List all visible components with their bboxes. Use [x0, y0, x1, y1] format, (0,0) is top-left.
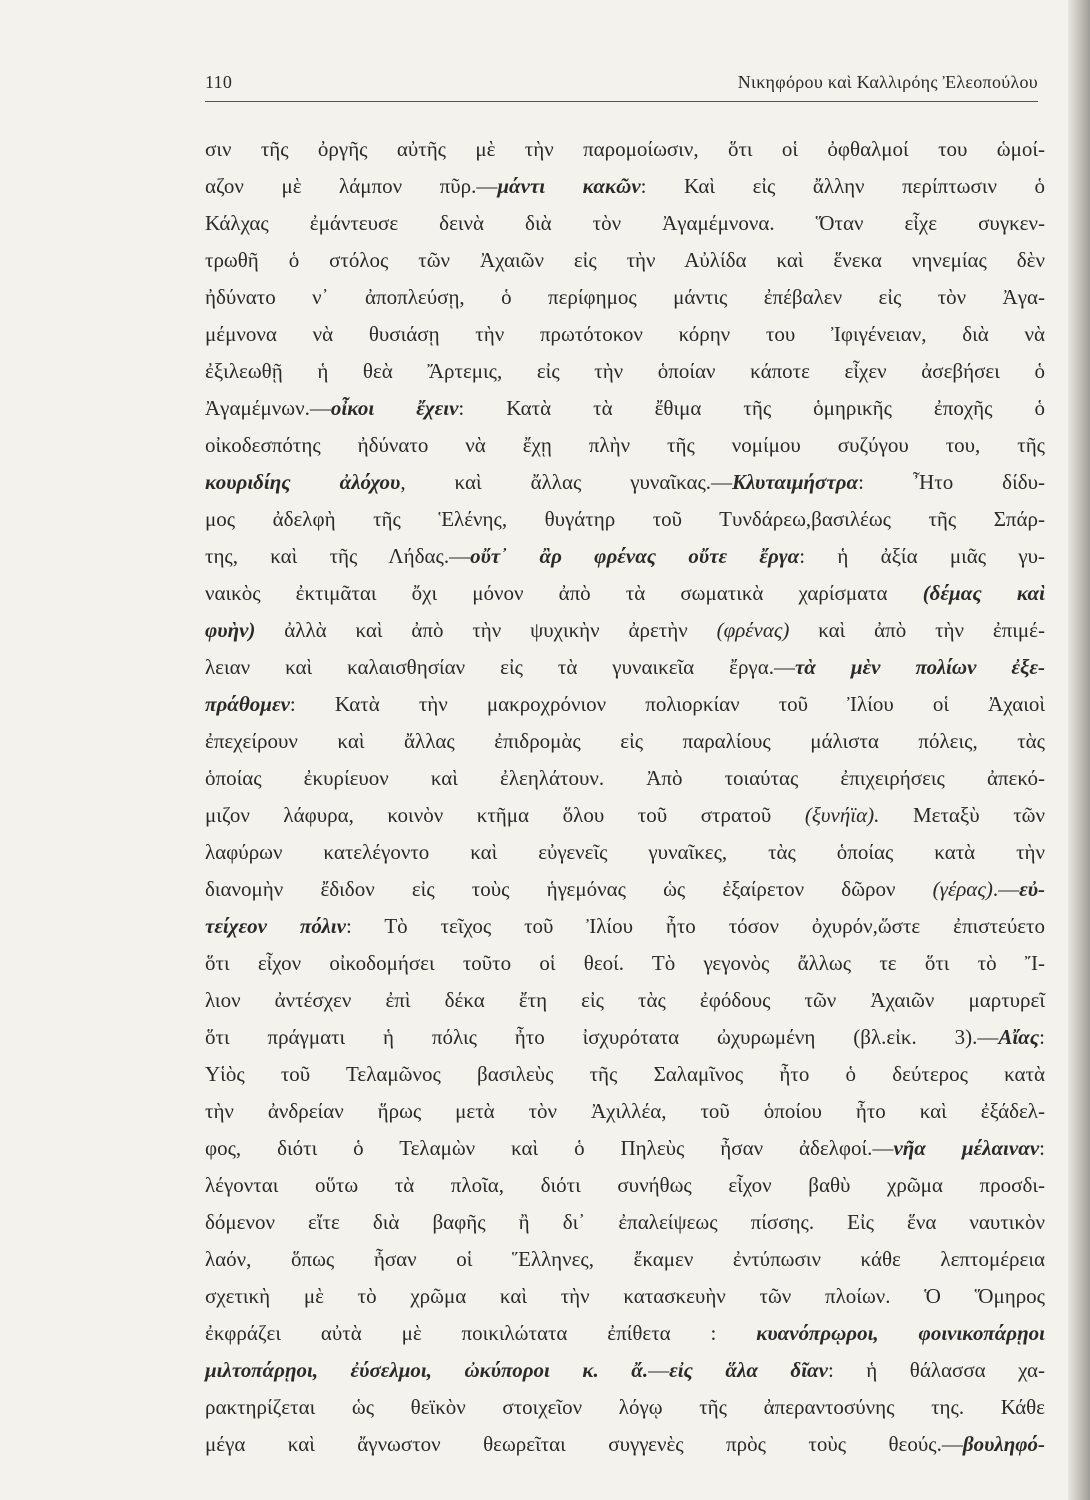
text-line: [205, 131, 1045, 168]
page-header: [205, 72, 1038, 102]
emphasized-term: μάντι κακῶν: [497, 174, 641, 198]
text-run: λειαν καὶ καλαισθησίαν εἰς τὰ γυναικεῖα ἔργα.—: [205, 655, 795, 679]
text-run: μος ἀδελφὴ τῆς Ἑλένης, θυγάτηρ τοῦ Τυνδάρεω,βασιλέως τῆς Σπάρ-: [205, 507, 1045, 531]
text-run: : ἡ θάλασσα χα-: [827, 1358, 1045, 1382]
text-line: [205, 1130, 1045, 1167]
emphasized-term: (δέμας καὶ: [922, 581, 1046, 605]
text-line: [205, 353, 1045, 390]
text-run: λαόν, ὅπως ἦσαν οἱ Ἕλληνες, ἔκαμεν ἐντύπωσιν κάθε λεπτομέρεια: [205, 1247, 1045, 1271]
header-rule: [205, 101, 1038, 102]
text-run: ἀλλὰ καὶ ἀπὸ τὴν ψυχικὴν ἀρετὴν: [255, 618, 717, 642]
text-run: ναικὸς ἐκτιμᾶται ὄχι μόνον ἀπὸ τὰ σωματικὰ χαρίσματα: [205, 581, 923, 605]
page-edge-shadow: [1068, 0, 1090, 1500]
text-run: ἠδύνατο ν᾽ ἀποπλεύσῃ, ὁ περίφημος μάντις ἐπέβαλεν εἰς τὸν Ἀγα-: [205, 285, 1045, 309]
emphasized-term: πράθομεν: [205, 692, 290, 716]
text-run: :: [1039, 1025, 1045, 1049]
text-line: [205, 279, 1045, 316]
text-run: τρωθῆ ὁ στόλος τῶν Ἀχαιῶν εἰς τὴν Αὐλίδα καὶ ἕνεκα νηνεμίας δὲν: [205, 248, 1045, 272]
emphasized-term: (φρένας): [716, 618, 790, 642]
text-run: ἐκφράζει αὐτὰ μὲ ποικιλώτατα ἐπίθετα :: [205, 1321, 757, 1345]
text-line: [205, 1315, 1045, 1352]
text-line: [205, 464, 1045, 501]
text-line: [205, 1278, 1045, 1315]
text-run: ὁποίας ἐκυρίευον καὶ ἐλεηλάτουν. Ἀπὸ τοιαύτας ἐπιχειρήσεις ἀπεκό-: [205, 766, 1045, 790]
emphasized-term: κουριδίης ἀλόχου: [205, 470, 401, 494]
text-run: δόμενον εἴτε διὰ βαφῆς ἢ δι᾽ ἐπαλείψεως πίσσης. Εἰς ἕνα ναυτικὸν: [205, 1210, 1045, 1234]
emphasized-term: νῆα μέλαιναν: [893, 1136, 1040, 1160]
text-run: ὅτι εἶχον οἰκοδομήσει τοῦτο οἱ θεοί. Τὸ γεγονὸς ἄλλως τε ὅτι τὸ Ἴ-: [205, 951, 1045, 975]
text-run: : Κατὰ τὰ ἔθιμα τῆς ὁμηρικῆς ἐποχῆς ὁ: [458, 396, 1045, 420]
text-run: : Καὶ εἰς ἄλλην περίπτωσιν ὁ: [640, 174, 1045, 198]
text-line: [205, 945, 1045, 982]
page-number: 110: [205, 72, 233, 92]
text-run: καὶ ἀπὸ τὴν ἐπιμέ-: [789, 618, 1045, 642]
text-run: ρακτηρίζεται ὡς θεϊκὸν στοιχεῖον λόγῳ τῆς ἀπεραντοσύνης της. Κάθε: [205, 1395, 1045, 1419]
text-line: [205, 834, 1045, 871]
text-run: : ἡ ἀξία μιᾶς γυ-: [799, 544, 1046, 568]
text-run: Υἱὸς τοῦ Τελαμῶνος βασιλεὺς τῆς Σαλαμῖνος ἦτο ὁ δεύτερος κατὰ: [205, 1062, 1045, 1086]
text-line: [205, 908, 1045, 945]
text-line: [205, 501, 1045, 538]
text-line: [205, 1389, 1045, 1426]
text-run: μέγα καὶ ἄγνωστον θεωρεῖται συγγενὲς πρὸς τοὺς θεούς.—: [205, 1432, 963, 1456]
text-line: [205, 1167, 1045, 1204]
text-line: [205, 1426, 1045, 1463]
text-run: μιζον λάφυρα, κοινὸν κτῆμα ὅλου τοῦ στρατοῦ: [205, 803, 805, 827]
text-run: , καὶ ἄλλας γυναῖκας.—: [400, 470, 733, 494]
text-line: [205, 205, 1045, 242]
text-run: λιον ἀντέσχεν ἐπὶ δέκα ἔτη εἰς τὰς ἐφόδους τῶν Ἀχαιῶν μαρτυρεῖ: [205, 988, 1045, 1012]
text-line: [205, 575, 1045, 612]
text-run: Μεταξὺ τῶν: [879, 803, 1045, 827]
text-run: Κάλχας ἐμάντευσε δεινὰ διὰ τὸν Ἀγαμέμνονα. Ὅταν εἶχε συγκεν-: [205, 211, 1045, 235]
emphasized-term: κυανόπρῳροι, φοινικοπάρῃοι: [756, 1321, 1045, 1345]
text-run: : Τὸ τεῖχος τοῦ Ἰλίου ἦτο τόσον ὀχυρόν,ὥστε ἐπιστεύετο: [345, 914, 1045, 938]
text-line: [205, 1241, 1045, 1278]
text-run: ἐξιλεωθῇ ἡ θεὰ Ἄρτεμις, εἰς τὴν ὁποίαν κάποτε εἶχεν ἀσεβήσει ὁ: [205, 359, 1045, 383]
body-text: [205, 131, 1045, 1463]
text-line: [205, 242, 1045, 279]
emphasized-term: τείχεον πόλιν: [205, 914, 346, 938]
text-run: της, καὶ τῆς Λήδας.—: [205, 544, 471, 568]
emphasized-term: βουληφό-: [962, 1432, 1045, 1456]
text-line: [205, 686, 1045, 723]
text-run: τὴν ἀνδρείαν ἥρως μετὰ τὸν Ἀχιλλέα, τοῦ ὁποίου ἦτο καὶ ἐξάδελ-: [205, 1099, 1045, 1123]
emphasized-term: Αἴας: [998, 1025, 1040, 1049]
emphasized-term: Κλυταιμήστρα: [732, 470, 859, 494]
text-line: [205, 1093, 1045, 1130]
text-line: [205, 649, 1045, 686]
text-line: [205, 723, 1045, 760]
text-line: [205, 427, 1045, 464]
text-line: [205, 538, 1045, 575]
text-run: —: [648, 1358, 670, 1382]
text-line: [205, 760, 1045, 797]
emphasized-term: (ξυνήϊα).: [804, 803, 880, 827]
text-run: αζον μὲ λάμπον πῦρ.—: [205, 174, 498, 198]
emphasized-term: φυὴν): [205, 618, 256, 642]
emphasized-term: οὔτ᾽ ἂρ φρένας οὔτε ἔργα: [470, 544, 800, 568]
text-run: : Ἦτο δίδυ-: [858, 470, 1045, 494]
text-run: ὅτι πράγματι ἡ πόλις ἦτο ἰσχυρότατα ὠχυρωμένη (βλ.εἰκ. 3).—: [205, 1025, 999, 1049]
emphasized-term: οἶκοι ἔχειν: [330, 396, 459, 420]
emphasized-term: (γέρας): [932, 877, 993, 901]
emphasized-term: εἰς ἅλα δῖαν: [669, 1358, 828, 1382]
text-line: [205, 1056, 1045, 1093]
running-head: Νικηφόρου καὶ Καλλιρόης Ἐλεοπούλου: [737, 72, 1038, 92]
text-run: Ἀγαμέμνων.—: [205, 396, 331, 420]
text-run: οἰκοδεσπότης ἠδύνατο νὰ ἔχῃ πλὴν τῆς νομίμου συζύγου του, τῆς: [205, 433, 1045, 457]
text-run: ἐπεχείρουν καὶ ἄλλας ἐπιδρομὰς εἰς παραλίους μάλιστα πόλεις, τὰς: [205, 729, 1045, 753]
text-line: [205, 1019, 1045, 1056]
text-line: [205, 1352, 1045, 1389]
text-run: διανομὴν ἔδιδον εἰς τοὺς ἡγεμόνας ὡς ἐξαίρετον δῶρον: [205, 877, 933, 901]
text-run: φος, διότι ὁ Τελαμὼν καὶ ὁ Πηλεὺς ἦσαν ἀδελφοί.—: [205, 1136, 894, 1160]
text-line: [205, 1204, 1045, 1241]
emphasized-term: μιλτοπάρῃοι, ἐύσελμοι, ὠκύποροι κ. ἄ.: [205, 1358, 649, 1382]
text-line: [205, 982, 1045, 1019]
text-run: λέγονται οὕτω τὰ πλοῖα, διότι συνήθως εἶχον βαθὺ χρῶμα προσδι-: [205, 1173, 1045, 1197]
text-line: [205, 390, 1045, 427]
emphasized-term: τὰ μὲν πολίων ἐξε-: [794, 655, 1046, 679]
text-run: σχετικὴ μὲ τὸ χρῶμα καὶ τὴν κατασκευὴν τῶν πλοίων. Ὁ Ὅμηρος: [205, 1284, 1045, 1308]
text-run: :: [1039, 1136, 1045, 1160]
text-line: [205, 871, 1045, 908]
text-run: σιν τῆς ὀργῆς αὐτῆς μὲ τὴν παρομοίωσιν, ὅτι οἱ ὀφθαλμοί του ὡμοί-: [205, 137, 1045, 161]
text-run: λαφύρων κατελέγοντο καὶ εὐγενεῖς γυναῖκες, τὰς ὁποίας κατὰ τὴν: [205, 840, 1045, 864]
text-line: [205, 168, 1045, 205]
text-run: .—: [992, 877, 1020, 901]
text-line: [205, 316, 1045, 353]
text-run: μέμνονα νὰ θυσιάσῃ τὴν πρωτότοκον κόρην του Ἰφιγένειαν, διὰ νὰ: [205, 322, 1045, 346]
text-run: : Κατὰ τὴν μακροχρόνιον πολιορκίαν τοῦ Ἰλίου οἱ Ἀχαιοὶ: [289, 692, 1045, 716]
text-line: [205, 797, 1045, 834]
text-line: [205, 612, 1045, 649]
emphasized-term: εὐ-: [1019, 877, 1045, 901]
